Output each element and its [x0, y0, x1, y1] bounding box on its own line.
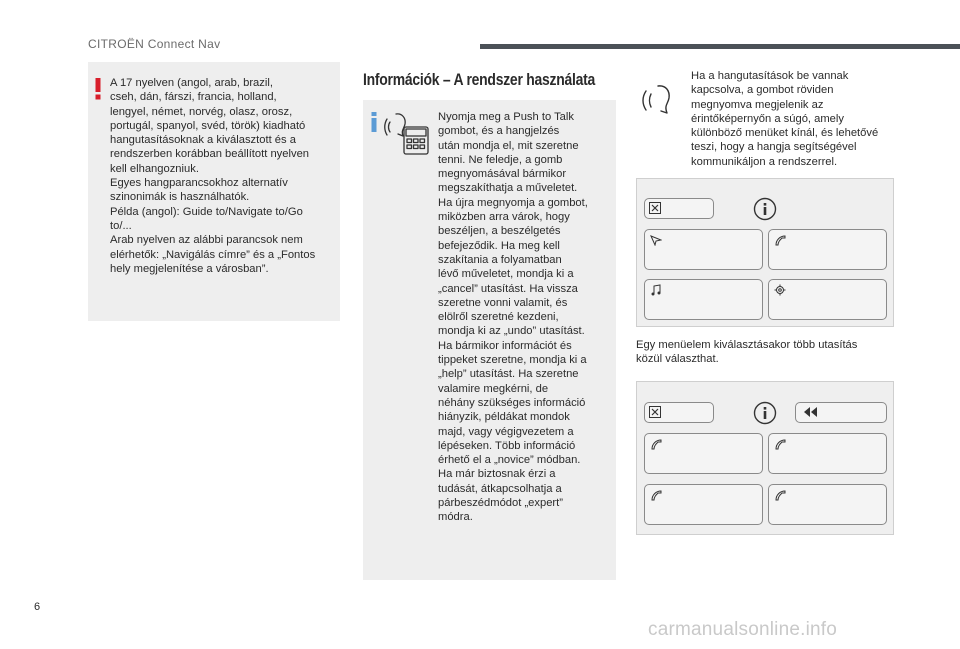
info-circle-icon[interactable] — [753, 197, 777, 221]
info-icon — [370, 112, 378, 132]
close-pill[interactable] — [644, 198, 714, 219]
menu-tile-option-1[interactable] — [644, 433, 763, 474]
touchscreen-help-screen — [636, 178, 894, 327]
push-to-talk-icon — [384, 110, 430, 156]
close-x-icon — [649, 406, 661, 418]
voice-help-text: Ha a hangutasítások be vannak kapcsolva, a gombot röviden megnyomva megjelenik az érintőképernyőn a súgó, amely különböző menüket kínál, és lehetővé teszi, hogy a hangja segítségével kommunikáljon a rendszerrel. — [691, 70, 879, 168]
phone-handset-icon — [774, 438, 786, 450]
touchscreen-submenu-screen — [636, 381, 894, 535]
phone-handset-icon — [650, 489, 662, 501]
menu-tile-settings[interactable] — [768, 279, 887, 320]
page-number: 6 — [34, 601, 41, 613]
back-double-arrow-icon — [802, 406, 818, 418]
phone-handset-icon — [774, 489, 786, 501]
phone-handset-icon — [774, 234, 786, 246]
watermark: carmanualsonline.info — [648, 619, 838, 640]
header-title: CITROËN Connect Nav — [88, 37, 221, 51]
menu-tile-option-3[interactable] — [644, 484, 763, 525]
close-x-icon — [649, 202, 661, 214]
menu-tile-phone[interactable] — [768, 229, 887, 270]
gear-icon — [774, 284, 786, 296]
music-note-icon — [650, 284, 662, 296]
section-body: Nyomja meg a Push to Talk gombot, és a hangjelzés után mondja el, mit szeretne tenni. Ne feledje, a gomb megnyomásával bármikor megszakíthatja a műveletet. Ha újra megnyomja a gombot, miközben arra várok, hogy beszéljen, a beszélgetés befejeződik. Ha meg kell szakítania a folyamatban lévő műveletet, mondja ki a „cancel” utasítást. Ha vissza szeretne vonni valamit, és elölről szeretné kezdeni, mondja ki az „undo” utasítást. Ha bármikor információt és tippeket szeretne, mondja ki a „help” utasítást. Ha szeretne valamire megkérni, de néhány szükséges információ hiányzik, példákat mondok majd, vagy végigvezetem a lépéseken. Több információ érhető el a „novice” módban. Ha már biztosnak érzi a tudását, átkapcsolhatja a párbeszédmódot „expert” módra. — [438, 111, 588, 524]
navigation-arrow-icon — [650, 234, 662, 246]
warning-exclamation-icon — [92, 78, 104, 100]
caption-text: Egy menüelem kiválasztásakor több utasítás közül választhat. — [636, 339, 858, 366]
menu-tile-option-4[interactable] — [768, 484, 887, 525]
menu-tile-navigation[interactable] — [644, 229, 763, 270]
back-pill[interactable] — [795, 402, 887, 423]
menu-tile-option-2[interactable] — [768, 433, 887, 474]
section-title: Információk – A rendszer használata — [363, 70, 596, 89]
menu-tile-media[interactable] — [644, 279, 763, 320]
close-pill[interactable] — [644, 402, 714, 423]
phone-handset-icon — [650, 438, 662, 450]
info-circle-icon[interactable] — [753, 401, 777, 425]
warning-text: A 17 nyelven (angol, arab, brazil, cseh, dán, fárszi, francia, holland, lengyel, német, norvég, olasz, orosz, portugál, spanyol, svéd, török) kiadható hangutasításoknak a kiválasztott és a rendszerben korábban beállított nyelven kell elhangozniuk. Egyes hangparancsokhoz alternatív szinonimák is használhatók. Példa (angol): Guide to/Navigate to/Go to/... Arab nyelven az alábbi parancsok nem elérhetők: „Navigálás címre” és a „Fontos hely megjelenítése a városban”. — [110, 77, 316, 275]
voice-command-icon — [640, 82, 680, 116]
header-bar — [480, 44, 960, 49]
